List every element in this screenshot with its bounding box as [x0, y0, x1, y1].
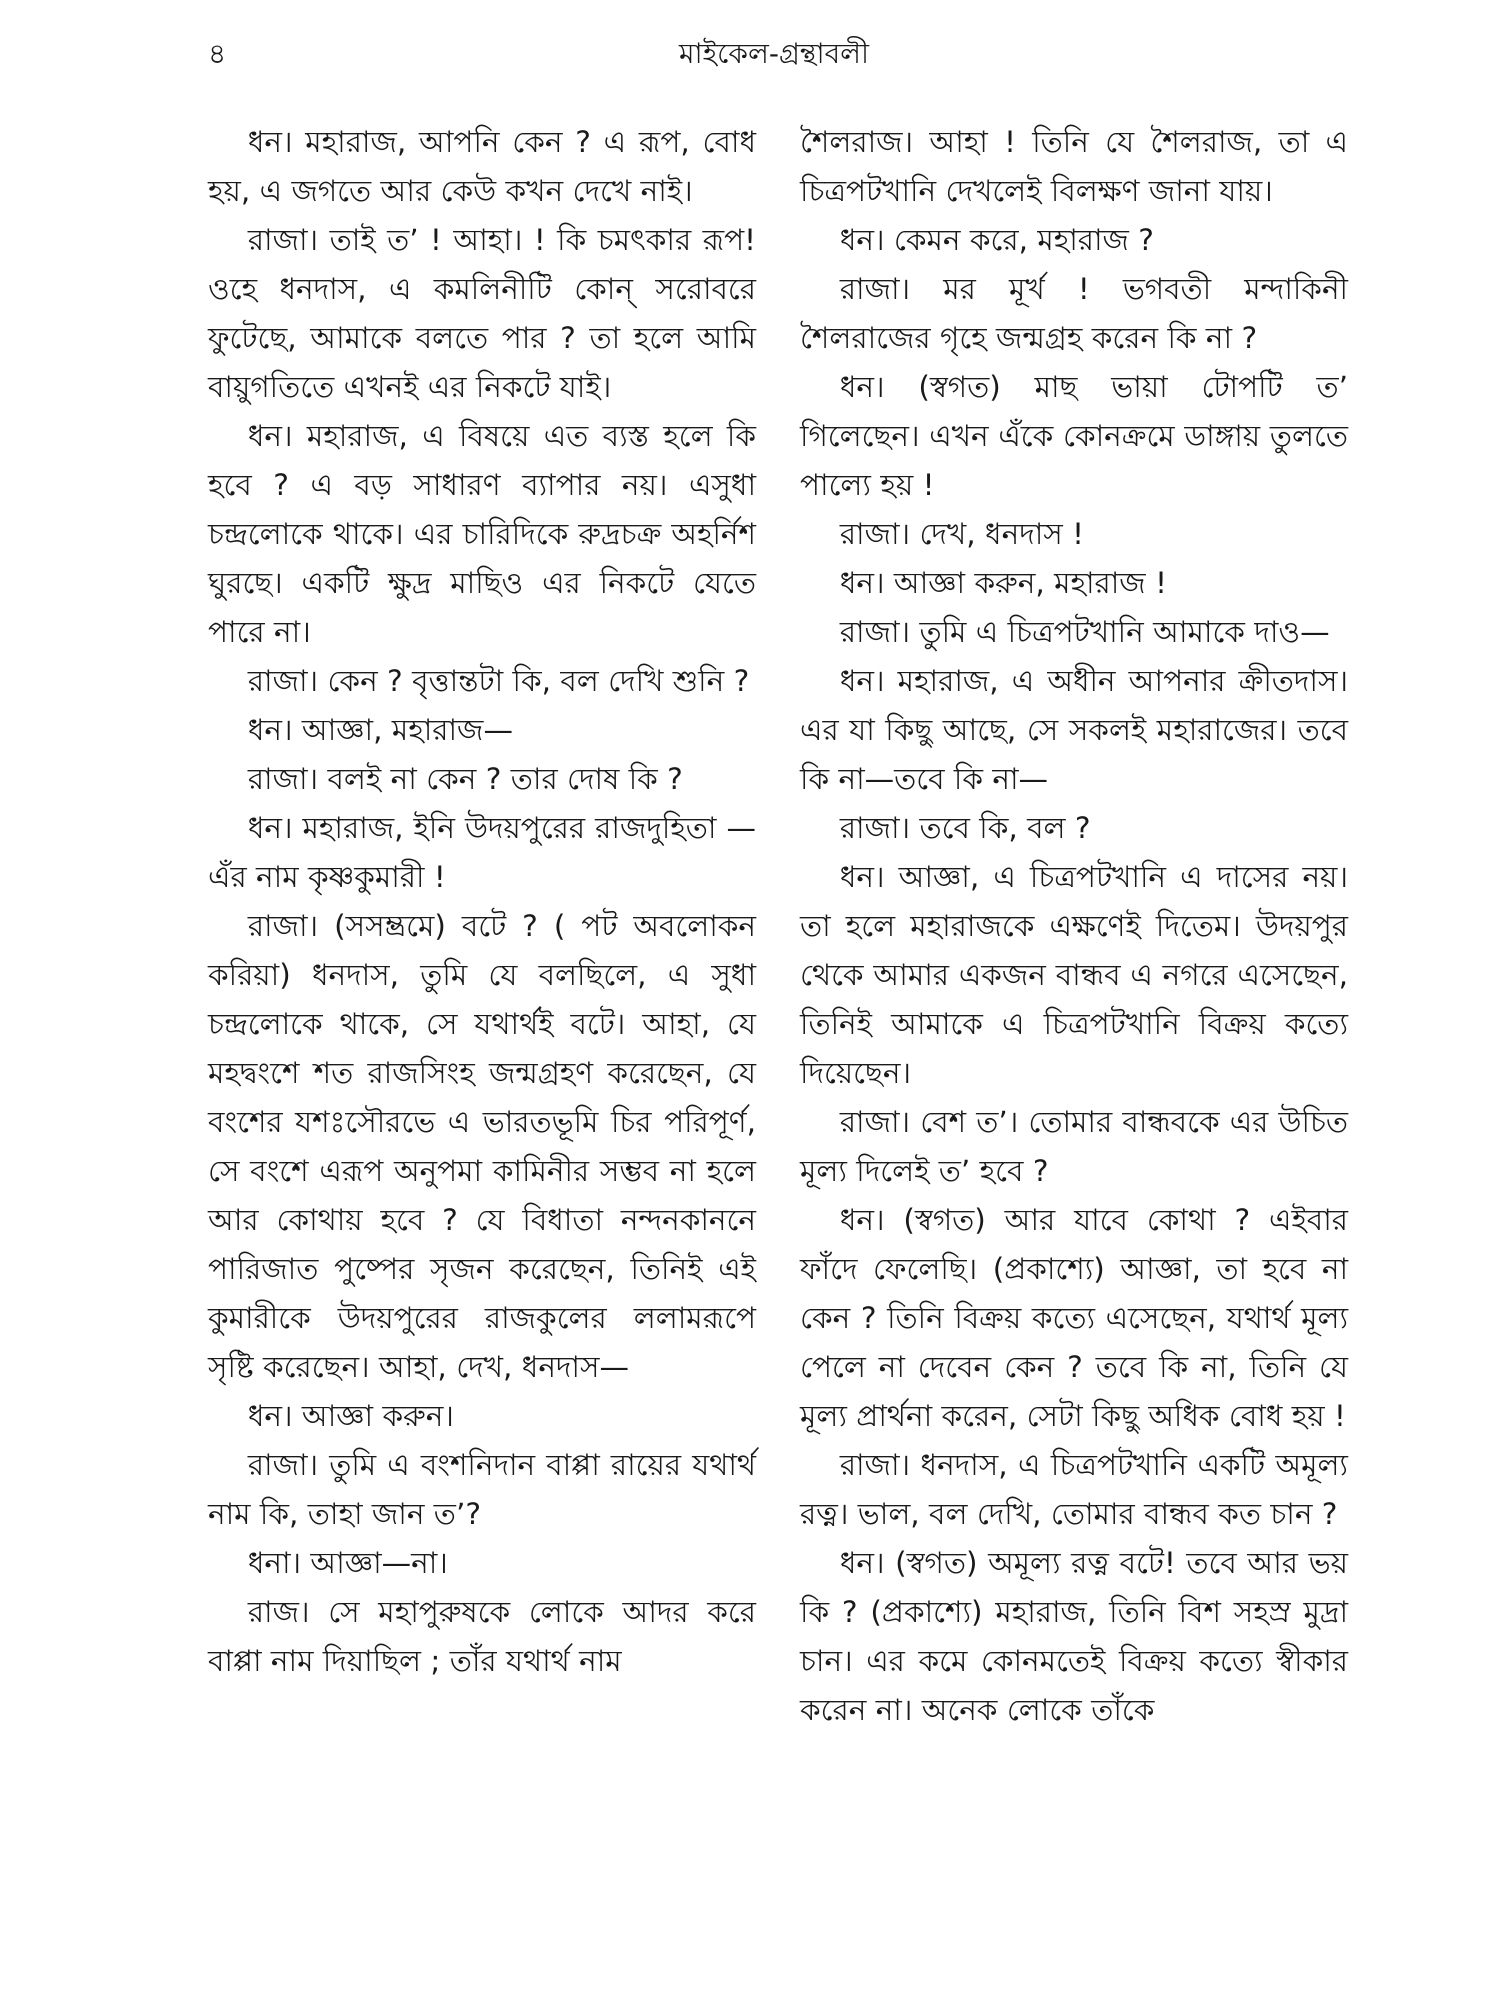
- dialogue-paragraph: রাজা। তুমি এ বংশনিদান বাপ্পা রায়ের যথার্থ নাম কি, তাহা জান ত’?: [208, 1448, 756, 1531]
- dialogue-paragraph: রাজা। দেখ, ধনদাস !: [839, 517, 1084, 551]
- page-header: [208, 24, 1340, 74]
- dialogue-paragraph: ধন। আজ্ঞা করুন।: [247, 1399, 454, 1433]
- dialogue-paragraph: ধন। (স্বগত) মাছ ভায়া টোপটি ত’ গিলেছেন। এখন এঁকে কোনক্রমে ডাঙ্গায় তুলতে পাল্যে হয় !: [800, 370, 1348, 502]
- dialogue-paragraph: ধন। আজ্ঞা করুন, মহারাজ !: [839, 566, 1167, 600]
- dialogue-paragraph: ধন। মহারাজ, ইনি উদয়পুরের রাজদুহিতা —এঁর নাম কৃষ্ণকুমারী !: [208, 811, 756, 894]
- dialogue-paragraph: রাজা। মর মূর্খ ! ভগবতী মন্দাকিনী শৈলরাজের গৃহে জন্মগ্রহ করেন কি না ?: [800, 272, 1348, 355]
- dialogue-paragraph: রাজা। তুমি এ চিত্রপটখানি আমাকে দাও—: [839, 615, 1330, 649]
- dialogue-paragraph: ধন। মহারাজ, এ অধীন আপনার ক্রীতদাস। এর যা কিছু আছে, সে সকলই মহারাজের। তবে কি না—তবে কি না—: [800, 664, 1348, 796]
- dialogue-paragraph: ধন। আজ্ঞা, মহারাজ—: [247, 713, 513, 747]
- dialogue-paragraph: ধন। কেমন করে, মহারাজ ?: [839, 223, 1154, 257]
- running-title: মাইকেল-গ্রন্থাবলী: [678, 37, 870, 70]
- dialogue-paragraph: ধনা। আজ্ঞা—না।: [247, 1546, 448, 1580]
- dialogue-paragraph: রাজা। (সসম্ভ্রমে) বটে ? ( পট অবলোকন করিয়া) ধনদাস, তুমি যে বলছিলে, এ সুধা চন্দ্রলোকে থাকে, সে যথার্থই বটে। আহা, যে মহদ্বংশে শত রাজসিংহ জন্মগ্রহণ করেছেন, যে বংশের যশঃসৌরভে এ ভারতভূমি চির পরিপূর্ণ, সে বংশে এরূপ অনুপমা কামিনীর সম্ভব না হলে আর কোথায় হবে ? যে বিধাতা নন্দনকাননে পারিজাত পুষ্পের সৃজন করেছেন, তিনিই এই কুমারীকে উদয়পুরের রাজকুলের ললামরূপে সৃষ্টি করেছেন। আহা, দেখ, ধনদাস—: [208, 909, 756, 1384]
- dialogue-paragraph: রাজা। কেন ? বৃত্তান্তটা কি, বল দেখি শুনি ?: [247, 664, 750, 698]
- dialogue-paragraph: রাজ। সে মহাপুরুষকে লোকে আদর করে বাপ্পা নাম দিয়াছিল ; তাঁর যথার্থ নাম: [208, 1595, 756, 1678]
- dialogue-paragraph: ধন। আজ্ঞা, এ চিত্রপটখানি এ দাসের নয়। তা হলে মহারাজকে এক্ষণেই দিতেম। উদয়পুর থেকে আমার একজন বান্ধব এ নগরে এসেছেন, তিনিই আমাকে এ চিত্রপটখানি বিক্রয় কত্যে দিয়েছেন।: [800, 860, 1348, 1090]
- dialogue-paragraph: ধন। (স্বগত) অমূল্য রত্ন বটে! তবে আর ভয় কি ? (প্রকাশ্যে) মহারাজ, তিনি বিশ সহস্র মুদ্রা চান। এর কমে কোনমতেই বিক্রয় কত্যে স্বীকার করেন না। অনেক লোকে তাঁকে: [800, 1546, 1348, 1727]
- dialogue-paragraph: রাজা। ধনদাস, এ চিত্রপটখানি একটি অমূল্য রত্ন। ভাল, বল দেখি, তোমার বান্ধব কত চান ?: [800, 1448, 1348, 1531]
- dialogue-paragraph: ধন। মহারাজ, আপনি কেন ? এ রূপ, বোধ হয়, এ জগতে আর কেউ কখন দেখে নাই।: [208, 125, 756, 208]
- dialogue-paragraph: রাজা। বলই না কেন ? তার দোষ কি ?: [247, 762, 683, 796]
- page-number: ৪: [208, 37, 227, 70]
- dialogue-paragraph: রাজা। বেশ ত’। তোমার বান্ধবকে এর উচিত মূল্য দিলেই ত’ হবে ?: [800, 1105, 1348, 1188]
- right-column: [800, 118, 1348, 1735]
- dialogue-paragraph: শৈলরাজ। আহা ! তিনি যে শৈলরাজ, তা এ চিত্রপটখানি দেখলেই বিলক্ষণ জানা যায়।: [800, 125, 1348, 208]
- dialogue-paragraph: রাজা। তাই ত’ ! আহা। ! কি চমৎকার রূপ! ওহে ধনদাস, এ কমলিনীটি কোন্ সরোবরে ফুটেছে, আমাকে বলতে পার ? তা হলে আমি বায়ুগতিতে এখনই এর নিকটে যাই।: [208, 223, 756, 404]
- dialogue-paragraph: রাজা। তবে কি, বল ?: [839, 811, 1091, 845]
- dialogue-paragraph: ধন। মহারাজ, এ বিষয়ে এত ব্যস্ত হলে কি হবে ? এ বড় সাধারণ ব্যাপার নয়। এসুধা চন্দ্রলোকে থাকে। এর চারিদিকে রুদ্রচক্র অহর্নিশ ঘুরছে। একটি ক্ষুদ্র মাছিও এর নিকটে যেতে পারে না।: [208, 419, 756, 649]
- left-column: [208, 118, 756, 1686]
- dialogue-paragraph: ধন। (স্বগত) আর যাবে কোথা ? এইবার ফাঁদে ফেলেছি। (প্রকাশ্যে) আজ্ঞা, তা হবে না কেন ? তিনি বিক্রয় কত্যে এসেছেন, যথার্থ মূল্য পেলে না দেবেন কেন ? তবে কি না, তিনি যে মূল্য প্রার্থনা করেন, সেটা কিছু অধিক বোধ হয় !: [800, 1203, 1348, 1433]
